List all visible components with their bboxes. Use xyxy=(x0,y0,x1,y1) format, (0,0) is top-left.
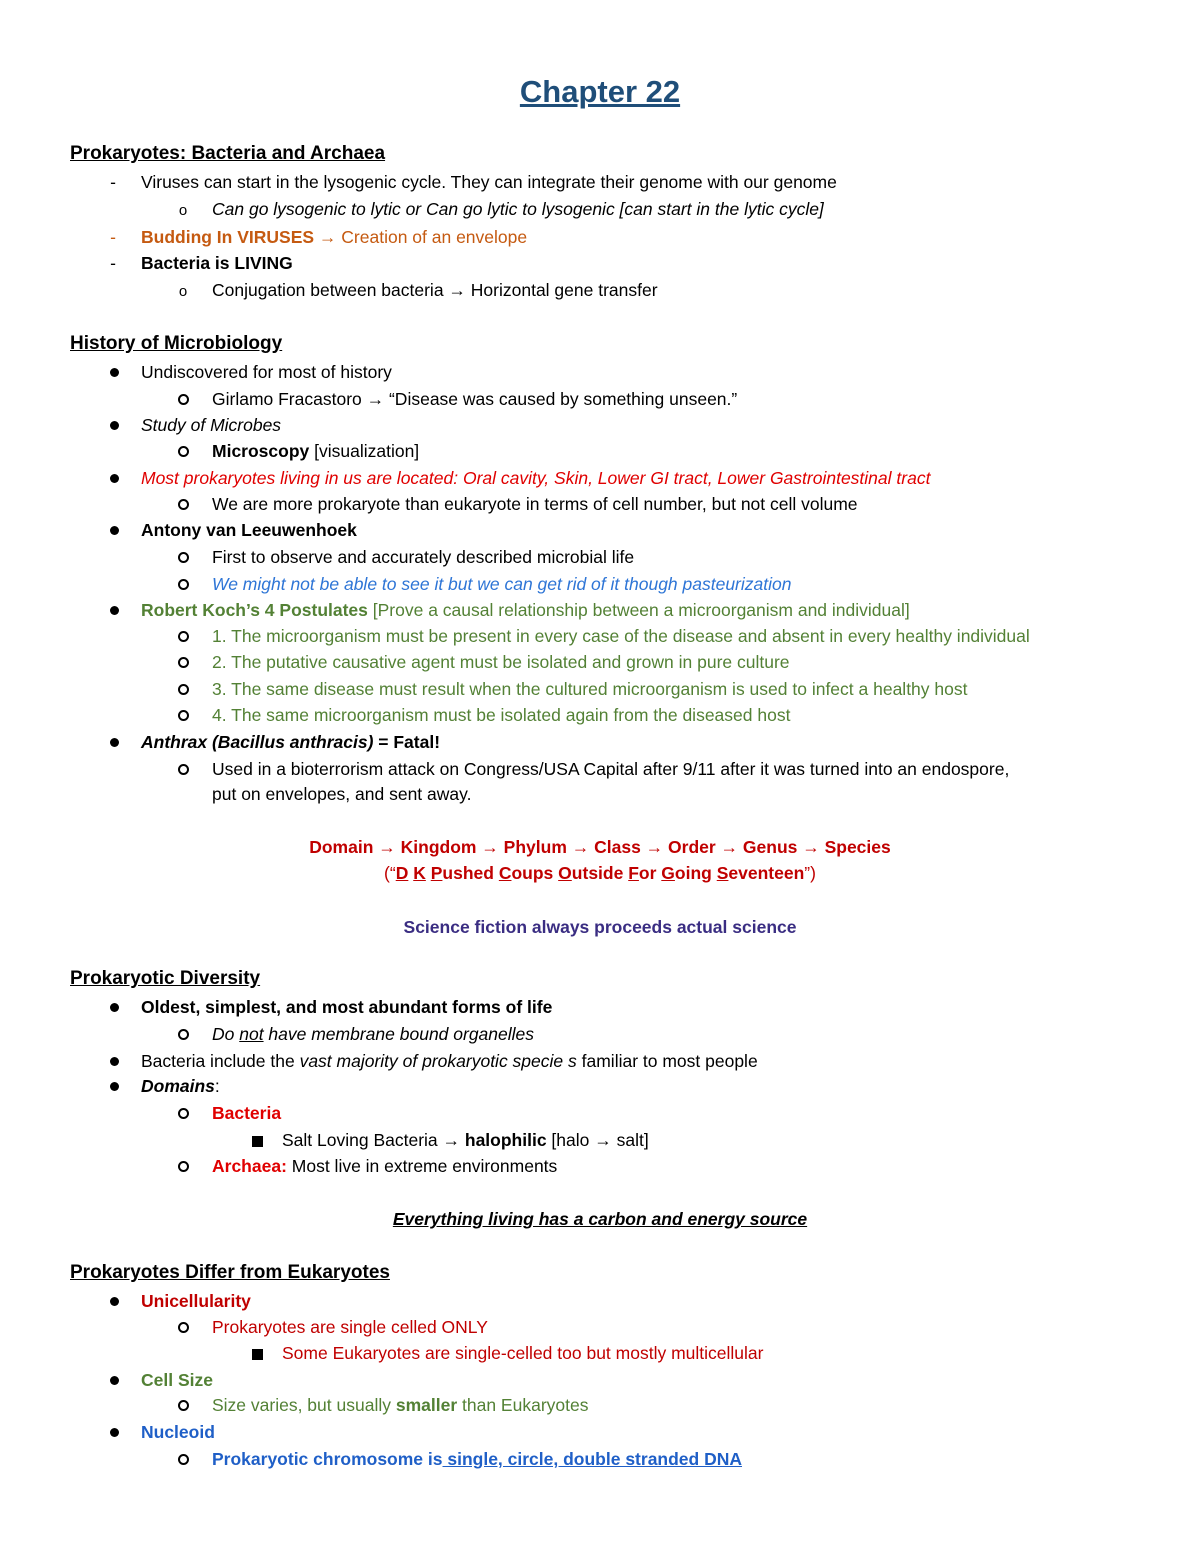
halophilic-post: [halo → salt] xyxy=(546,1130,649,1150)
line-size-varies xyxy=(212,1392,588,1418)
line-lysogenic-lytic: Can go lysogenic to lytic or Can go lytic to lysogenic [can start in the lytic cycle] xyxy=(212,199,824,219)
taxonomy-line: Domain → Kingdom → Phylum → Class → Order → Genus → Species xyxy=(309,837,891,857)
disc-bullet xyxy=(107,729,121,755)
budding-label: Budding In VIRUSES xyxy=(141,227,315,247)
line-domains xyxy=(141,1073,220,1099)
line-prokaryotes-located: Most prokaryotes living in us are located: Oral cavity, Skin, Lower GI tract, Lower Gastrointestinal tract xyxy=(141,468,931,488)
line-halophilic xyxy=(282,1127,649,1153)
line-conjugation: Conjugation between bacteria → Horizontal gene transfer xyxy=(212,280,658,300)
line-oldest-simplest: Oldest, simplest, and most abundant forms of life xyxy=(141,997,553,1017)
circle-bullet xyxy=(176,386,190,412)
line-no-organelles xyxy=(212,1021,534,1047)
mnemonic-open: (“ xyxy=(384,863,396,883)
majority-pre: Bacteria include the xyxy=(141,1051,300,1071)
disc-bullet xyxy=(107,1048,121,1074)
line-koch-postulates xyxy=(141,597,910,623)
line-budding-viruses xyxy=(141,224,527,250)
disc-bullet xyxy=(107,994,121,1020)
circle-bullet xyxy=(176,544,190,570)
line-leeuwenhoek: Antony van Leeuwenhoek xyxy=(141,520,357,540)
line-archaea xyxy=(212,1153,557,1179)
mnemonic-initial: P xyxy=(430,863,443,883)
line-chromosome xyxy=(212,1446,742,1472)
dash-bullet xyxy=(106,250,120,276)
koch-rest: [Prove a causal relationship between a microorganism and individual] xyxy=(367,600,910,620)
circle-bullet xyxy=(176,756,190,782)
domains-colon: : xyxy=(214,1076,220,1096)
microscopy-rest: [visualization] xyxy=(309,441,420,461)
line-bacteria-majority xyxy=(141,1048,758,1074)
microscopy-label: Microscopy xyxy=(212,441,310,461)
majority-post: familiar to most people xyxy=(576,1051,758,1071)
line-bioterrorism-2: put on envelopes, and sent away. xyxy=(212,784,472,804)
line-bacteria-domain: Bacteria xyxy=(212,1103,282,1123)
size-post: than Eukaryotes xyxy=(457,1395,589,1415)
disc-bullet xyxy=(107,1419,121,1445)
dash-bullet xyxy=(106,169,120,195)
circle-bullet xyxy=(176,1392,190,1418)
line-unicellularity: Unicellularity xyxy=(141,1291,251,1311)
line-single-celled: Prokaryotes are single celled ONLY xyxy=(212,1317,488,1337)
mnemonic-rest: utside xyxy=(571,863,624,883)
circle-bullet xyxy=(176,571,190,597)
budding-rest: → Creation of an envelope xyxy=(314,227,528,247)
disc-bullet xyxy=(107,597,121,623)
circle-bullet xyxy=(176,277,190,305)
koch-label: Robert Koch’s 4 Postulates xyxy=(141,600,368,620)
line-viruses-lysogenic: Viruses can start in the lysogenic cycle. They can integrate their genome with our genome xyxy=(141,172,837,192)
line-cell-size: Cell Size xyxy=(141,1370,213,1390)
organelles-pre: Do xyxy=(212,1024,240,1044)
mnemonic-initial: S xyxy=(716,863,729,883)
halophilic-pre: Salt Loving Bacteria → xyxy=(282,1130,465,1150)
line-bacteria-living: Bacteria is LIVING xyxy=(141,253,293,273)
science-fiction-line: Science fiction always proceeds actual science xyxy=(403,917,797,937)
circle-bullet xyxy=(176,649,190,675)
circle-bullet xyxy=(176,676,190,702)
circle-bullet xyxy=(176,1100,190,1126)
chromosome-pre: Prokaryotic chromosome is xyxy=(212,1449,443,1469)
disc-bullet xyxy=(107,1367,121,1393)
circle-bullet xyxy=(176,702,190,728)
mnemonic-initial: K xyxy=(413,863,426,883)
carbon-energy-note: Everything living has a carbon and energy source xyxy=(392,1209,808,1229)
organelles-post: have membrane bound organelles xyxy=(263,1024,535,1044)
postulate-item: 3. The same disease must result when the cultured microorganism is used to infect a healthy host xyxy=(212,679,968,699)
line-multicellular: Some Eukaryotes are single-celled too but mostly multicellular xyxy=(282,1343,764,1363)
postulate-item: 1. The microorganism must be present in every case of the disease and absent in every healthy individual xyxy=(212,626,1030,646)
size-bold: smaller xyxy=(395,1395,458,1415)
square-bullet xyxy=(250,1127,264,1153)
section-heading-differ: Prokaryotes Differ from Eukaryotes xyxy=(70,1262,390,1283)
line-bioterrorism-1: Used in a bioterrorism attack on Congress/USA Capital after 9/11 after it was turned into an endospore, xyxy=(212,759,1010,779)
disc-bullet xyxy=(107,1073,121,1099)
page-title: Chapter 22 xyxy=(519,74,681,109)
size-pre: Size varies, but usually xyxy=(212,1395,396,1415)
archaea-label: Archaea: xyxy=(212,1156,287,1176)
circle-bullet xyxy=(176,491,190,517)
mnemonic-rest: ushed xyxy=(442,863,494,883)
dash-bullet xyxy=(106,224,120,250)
mnemonic-rest: eventeen xyxy=(728,863,805,883)
circle-bullet xyxy=(176,196,190,224)
line-microscopy xyxy=(212,438,419,464)
mnemonic-initial: C xyxy=(498,863,512,883)
mnemonic-initial: G xyxy=(661,863,675,883)
line-anthrax xyxy=(141,729,440,755)
mnemonic-initial: F xyxy=(628,863,639,883)
disc-bullet xyxy=(107,412,121,438)
anthrax-rest: = Fatal! xyxy=(373,732,441,752)
chromosome-underlined: single, circle, double stranded DNA xyxy=(442,1449,743,1469)
square-bullet xyxy=(250,1340,264,1366)
circle-bullet xyxy=(176,438,190,464)
mnemonic-initial: O xyxy=(558,863,572,883)
disc-bullet xyxy=(107,359,121,385)
domains-label: Domains xyxy=(141,1076,215,1096)
line-first-observe: First to observe and accurately described microbial life xyxy=(212,547,635,567)
line-pasteurization: We might not be able to see it but we can get rid of it though pasteurization xyxy=(212,574,792,594)
disc-bullet xyxy=(107,517,121,543)
disc-bullet xyxy=(107,1288,121,1314)
circle-bullet xyxy=(176,1021,190,1047)
postulate-item: 4. The same microorganism must be isolated again from the diseased host xyxy=(212,705,791,725)
circle-bullet xyxy=(176,623,190,649)
mnemonic-words xyxy=(396,863,805,883)
mnemonic-close: ”) xyxy=(804,863,816,883)
mnemonic-initial: D xyxy=(395,863,409,883)
circle-bullet xyxy=(176,1153,190,1179)
organelles-not: not xyxy=(239,1024,264,1044)
mnemonic-rest: or xyxy=(638,863,657,883)
majority-italic: vast majority of prokaryotic specie s xyxy=(299,1051,577,1071)
circle-bullet xyxy=(176,1446,190,1472)
section-heading-prokaryotes: Prokaryotes: Bacteria and Archaea xyxy=(70,143,386,164)
anthrax-label: Anthrax (Bacillus anthracis) xyxy=(141,732,374,752)
postulate-item: 2. The putative causative agent must be isolated and grown in pure culture xyxy=(212,652,790,672)
line-cell-number: We are more prokaryote than eukaryote in terms of cell number, but not cell volume xyxy=(212,494,858,514)
section-heading-diversity: Prokaryotic Diversity xyxy=(70,968,261,989)
halophilic-term: halophilic xyxy=(464,1130,547,1150)
line-nucleoid: Nucleoid xyxy=(141,1422,215,1442)
line-undiscovered: Undiscovered for most of history xyxy=(141,362,392,382)
line-study-microbes: Study of Microbes xyxy=(141,415,282,435)
disc-bullet xyxy=(107,465,121,491)
archaea-rest: Most live in extreme environments xyxy=(286,1156,558,1176)
mnemonic-rest: oups xyxy=(511,863,554,883)
circle-bullet xyxy=(176,1314,190,1340)
section-heading-history: History of Microbiology xyxy=(70,333,283,354)
mnemonic-rest: oing xyxy=(674,863,712,883)
taxonomy-mnemonic xyxy=(0,860,1200,886)
line-fracastoro: Girlamo Fracastoro → “Disease was caused by something unseen.” xyxy=(212,389,738,409)
